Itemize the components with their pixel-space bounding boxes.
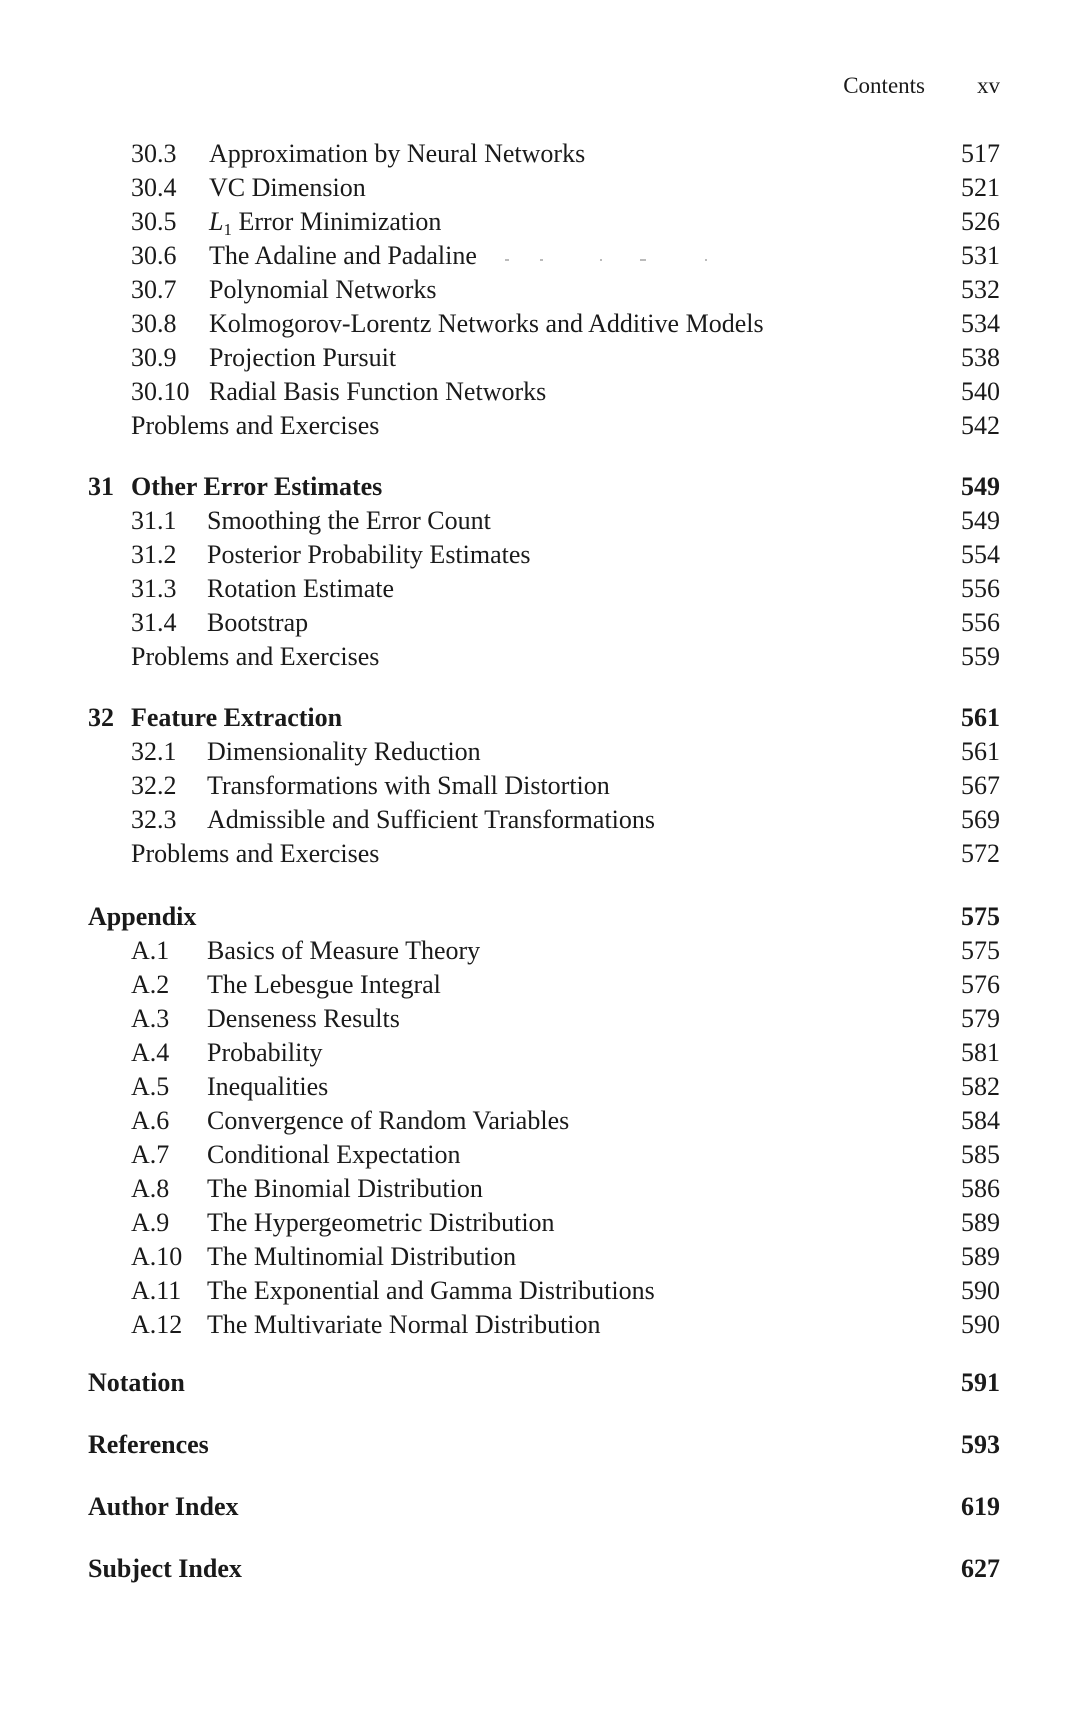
- page-ref: 556: [961, 608, 1000, 637]
- toc-entry-problems[interactable]: [0, 640, 1080, 674]
- section-title: Approximation by Neural Networks: [209, 139, 586, 168]
- page-ref: 576: [961, 970, 1000, 999]
- toc-entry[interactable]: [0, 171, 1080, 205]
- section-number: 30.5: [131, 207, 177, 236]
- toc-entry[interactable]: [0, 1138, 1080, 1172]
- page-ref: 590: [961, 1310, 1000, 1339]
- section-number: 32.1: [131, 737, 177, 766]
- running-title: Contents: [843, 73, 925, 98]
- section-number: A.1: [131, 936, 170, 965]
- running-header: [0, 70, 1080, 102]
- section-number: 31.3: [131, 574, 177, 603]
- toc-chapter[interactable]: [0, 701, 1080, 735]
- backmatter-title: Notation: [88, 1368, 185, 1397]
- toc-entry[interactable]: [0, 375, 1080, 409]
- problems-title: Problems and Exercises: [131, 839, 380, 868]
- toc-entry[interactable]: [0, 341, 1080, 375]
- section-title: The Adaline and Padaline: [209, 241, 477, 270]
- page-ref: 575: [961, 936, 1000, 965]
- section-title: The Lebesgue Integral: [207, 970, 441, 999]
- toc-entry[interactable]: [0, 273, 1080, 307]
- section-number: A.11: [131, 1276, 182, 1305]
- section-number: 30.7: [131, 275, 177, 304]
- page-ref: 531: [961, 241, 1000, 270]
- section-number: A.3: [131, 1004, 170, 1033]
- section-number: A.4: [131, 1038, 170, 1067]
- page-ref: 589: [961, 1208, 1000, 1237]
- section-title: The Binomial Distribution: [207, 1174, 483, 1203]
- section-number: A.6: [131, 1106, 170, 1135]
- toc-entry-problems[interactable]: [0, 409, 1080, 443]
- math-subscript: 1: [223, 220, 232, 239]
- page-ref: 575: [961, 902, 1000, 931]
- page-ref: 586: [961, 1174, 1000, 1203]
- section-number: 30.4: [131, 173, 177, 202]
- section-number: 31.2: [131, 540, 177, 569]
- page-ref: 627: [961, 1554, 1000, 1583]
- section-title: Probability: [207, 1038, 323, 1067]
- section-number: 32.3: [131, 805, 177, 834]
- section-title: Dimensionality Reduction: [207, 737, 481, 766]
- section-number: 31.1: [131, 506, 177, 535]
- chapter-title: Other Error Estimates: [131, 472, 383, 501]
- toc-entry[interactable]: [0, 239, 1080, 273]
- toc-entry[interactable]: [0, 803, 1080, 837]
- section-title: Transformations with Small Distortion: [207, 771, 610, 800]
- section-title: Inequalities: [207, 1072, 329, 1101]
- section-title: The Multivariate Normal Distribution: [207, 1310, 601, 1339]
- section-title: The Multinomial Distribution: [207, 1242, 517, 1271]
- toc-backmatter-author-index[interactable]: [0, 1490, 1080, 1524]
- section-title: Denseness Results: [207, 1004, 400, 1033]
- section-number: 30.3: [131, 139, 177, 168]
- toc-entry[interactable]: [0, 1172, 1080, 1206]
- section-number: 30.6: [131, 241, 177, 270]
- page-ref: 593: [961, 1430, 1000, 1459]
- page-ref: 581: [961, 1038, 1000, 1067]
- toc-entry[interactable]: [0, 606, 1080, 640]
- backmatter-title: Author Index: [88, 1492, 239, 1521]
- section-number: A.10: [131, 1242, 183, 1271]
- section-number: 31.4: [131, 608, 177, 637]
- appendix-title: Appendix: [88, 902, 197, 931]
- page-ref: 517: [961, 139, 1000, 168]
- page-ref: 619: [961, 1492, 1000, 1521]
- page-ref: 549: [961, 472, 1000, 501]
- toc-entry[interactable]: [0, 205, 1080, 239]
- toc-entry[interactable]: [0, 1070, 1080, 1104]
- toc-entry[interactable]: [0, 934, 1080, 968]
- page-ref: 584: [961, 1106, 1000, 1135]
- chapter-title: Feature Extraction: [131, 703, 343, 732]
- toc-entry[interactable]: [0, 538, 1080, 572]
- toc-entry[interactable]: [0, 1036, 1080, 1070]
- toc-entry[interactable]: [0, 1274, 1080, 1308]
- chapter-number: 31: [88, 472, 114, 501]
- toc-entry[interactable]: [0, 1240, 1080, 1274]
- toc-appendix[interactable]: [0, 900, 1080, 934]
- page-ref: 589: [961, 1242, 1000, 1271]
- section-title: Convergence of Random Variables: [207, 1106, 570, 1135]
- page-ref: 569: [961, 805, 1000, 834]
- toc-backmatter-references[interactable]: [0, 1428, 1080, 1462]
- section-number: A.8: [131, 1174, 170, 1203]
- section-title: Error Minimization: [238, 207, 442, 236]
- section-title: Polynomial Networks: [209, 275, 437, 304]
- page-number: xv: [977, 73, 1000, 98]
- toc-backmatter-subject-index[interactable]: [0, 1552, 1080, 1586]
- section-title: The Hypergeometric Distribution: [207, 1208, 555, 1237]
- backmatter-title: References: [88, 1430, 209, 1459]
- page-ref: 521: [961, 173, 1000, 202]
- toc-entry-problems[interactable]: [0, 837, 1080, 871]
- scan-noise: [640, 259, 646, 261]
- problems-title: Problems and Exercises: [131, 411, 380, 440]
- toc-entry[interactable]: [0, 504, 1080, 538]
- section-title: VC Dimension: [209, 173, 366, 202]
- chapter-number: 32: [88, 703, 114, 732]
- section-title: Kolmogorov-Lorentz Networks and Additive Models: [209, 309, 764, 338]
- section-number: A.5: [131, 1072, 170, 1101]
- page-ref: 579: [961, 1004, 1000, 1033]
- section-title: Basics of Measure Theory: [207, 936, 481, 965]
- page-ref: 561: [961, 703, 1000, 732]
- section-title: Projection Pursuit: [209, 343, 397, 372]
- scan-noise: [540, 259, 543, 261]
- page-ref: 590: [961, 1276, 1000, 1305]
- section-title: Admissible and Sufficient Transformations: [207, 805, 656, 834]
- section-number: A.12: [131, 1310, 183, 1339]
- scan-noise: [705, 259, 707, 261]
- section-title: Smoothing the Error Count: [207, 506, 491, 535]
- toc-entry[interactable]: [0, 1002, 1080, 1036]
- toc-entry[interactable]: [0, 769, 1080, 803]
- toc-entry[interactable]: [0, 735, 1080, 769]
- page-ref: 554: [961, 540, 1000, 569]
- toc-entry[interactable]: [0, 572, 1080, 606]
- section-title: The Exponential and Gamma Distributions: [207, 1276, 655, 1305]
- toc-backmatter-notation[interactable]: [0, 1366, 1080, 1400]
- section-number: A.2: [131, 970, 170, 999]
- page-ref: 538: [961, 343, 1000, 372]
- section-title: Radial Basis Function Networks: [209, 377, 547, 406]
- problems-title: Problems and Exercises: [131, 642, 380, 671]
- page-ref: 582: [961, 1072, 1000, 1101]
- section-number: 30.8: [131, 309, 177, 338]
- page-ref: 549: [961, 506, 1000, 535]
- toc-entry[interactable]: [0, 1308, 1080, 1342]
- toc-entry[interactable]: [0, 1104, 1080, 1138]
- section-title: Posterior Probability Estimates: [207, 540, 531, 569]
- page-ref: 534: [961, 309, 1000, 338]
- page-ref: 567: [961, 771, 1000, 800]
- section-number: A.7: [131, 1140, 170, 1169]
- page-ref: 540: [961, 377, 1000, 406]
- backmatter-title: Subject Index: [88, 1554, 242, 1583]
- page-ref: 572: [961, 839, 1000, 868]
- page-ref: 559: [961, 642, 1000, 671]
- page-ref: 585: [961, 1140, 1000, 1169]
- toc-entry[interactable]: [0, 307, 1080, 341]
- scan-noise: [600, 259, 602, 261]
- page-ref: 561: [961, 737, 1000, 766]
- section-number: 30.10: [131, 377, 190, 406]
- scan-noise: [505, 259, 509, 261]
- toc-entry[interactable]: [0, 968, 1080, 1002]
- page-ref: 526: [961, 207, 1000, 236]
- page-ref: 532: [961, 275, 1000, 304]
- section-number: 32.2: [131, 771, 177, 800]
- page-ref: 542: [961, 411, 1000, 440]
- toc-chapter[interactable]: [0, 470, 1080, 504]
- math-symbol: L: [209, 207, 224, 236]
- section-title: Rotation Estimate: [207, 574, 395, 603]
- section-number: 30.9: [131, 343, 177, 372]
- section-number: A.9: [131, 1208, 170, 1237]
- toc-entry[interactable]: [0, 1206, 1080, 1240]
- section-title: Bootstrap: [207, 608, 309, 637]
- toc-entry[interactable]: [0, 137, 1080, 171]
- page-ref: 556: [961, 574, 1000, 603]
- section-title: Conditional Expectation: [207, 1140, 461, 1169]
- page-ref: 591: [961, 1368, 1000, 1397]
